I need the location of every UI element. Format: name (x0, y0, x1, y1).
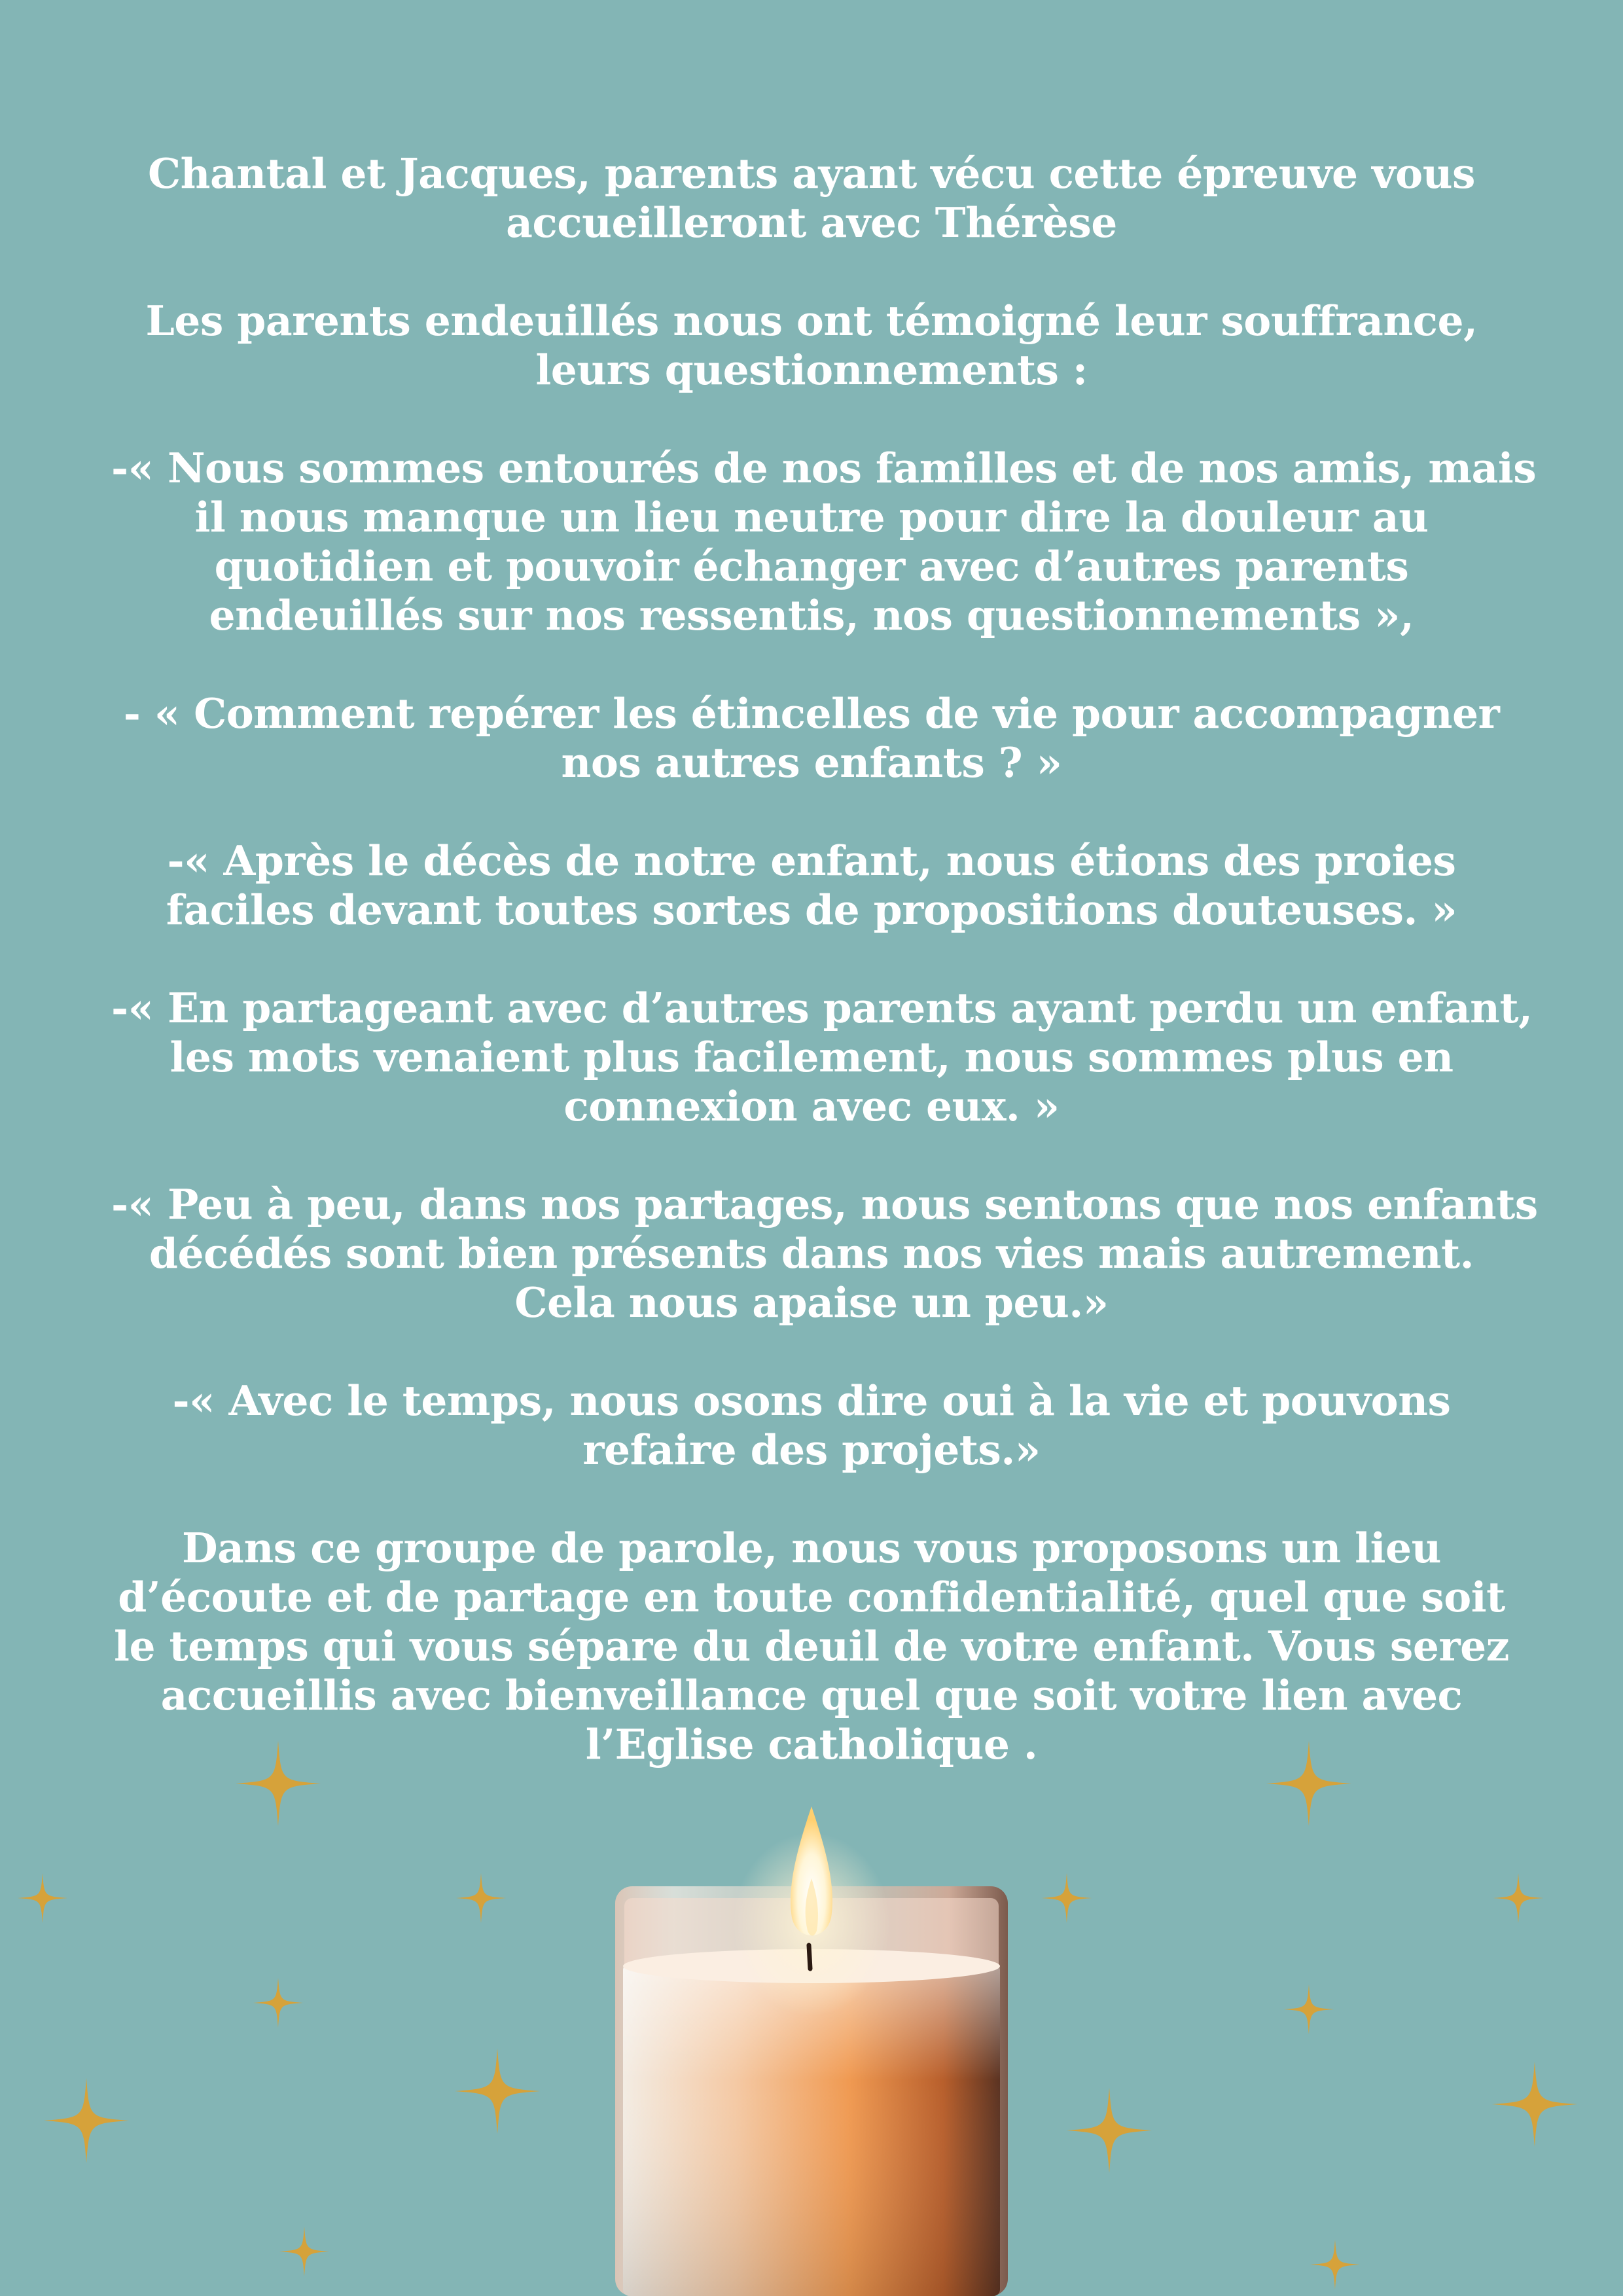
sparkle-icon (1493, 1873, 1543, 1923)
paragraph-intro-hosts (111, 149, 1512, 247)
text-line: décédés sont bien présents dans nos vies mais autrement. (149, 1229, 1474, 1278)
sparkle-icon (18, 1873, 67, 1923)
text-line: connexion avec eux. » (563, 1082, 1060, 1130)
paragraph-intro-testimony (111, 296, 1512, 395)
paragraph-quote-yes-to-life (111, 1376, 1512, 1475)
text-line: endeuillés sur nos ressentis, nos questionnements », (209, 591, 1414, 639)
sparkle-icon (1042, 1873, 1092, 1923)
text-line: Chantal et Jacques, parents ayant vécu cette épreuve vous (148, 149, 1475, 198)
text-line: accueilleront avec Thérèse (506, 198, 1117, 247)
sparkle-icon (456, 1873, 506, 1923)
text-line: -« Avec le temps, nous osons dire oui à la vie et pouvons (172, 1376, 1451, 1425)
text-line: Les parents endeuillés nous ont témoigné leur souffrance, (145, 296, 1478, 345)
paragraph-quote-sharing (111, 984, 1533, 1131)
sparkle-icon (1284, 1984, 1334, 2034)
sparkle-icon (253, 1978, 303, 2028)
text-line: -« Peu à peu, dans nos partages, nous sentons que nos enfants (111, 1180, 1538, 1229)
sparkle-icon (1067, 2088, 1152, 2173)
text-line: -« Nous sommes entourés de nos familles et de nos amis, mais (111, 444, 1537, 492)
text-line: nos autres enfants ? » (561, 738, 1062, 787)
sparkle-icon (1310, 2240, 1360, 2289)
text-line: l’Eglise catholique . (585, 1720, 1038, 1768)
text-line: les mots venaient plus facilement, nous sommes plus en (169, 1033, 1454, 1081)
sparkle-icon (279, 2227, 329, 2276)
text-line: faciles devant toutes sortes de propositions douteuses. » (166, 886, 1457, 934)
text-line: - « Comment repérer les étincelles de vie pour accompagner (123, 689, 1500, 738)
text-line: il nous manque un lieu neutre pour dire la douleur au (194, 493, 1429, 541)
testimony-text-block (111, 149, 1538, 1818)
text-line: -« Après le décès de notre enfant, nous étions des proies (167, 836, 1456, 885)
text-line: refaire des projets.» (582, 1426, 1041, 1474)
paragraph-quote-neutral-place (111, 444, 1537, 640)
text-line: Dans ce groupe de parole, nous vous proposons un lieu (182, 1524, 1441, 1572)
sparkle-icon (455, 2049, 540, 2134)
text-line: -« En partageant avec d’autres parents ayant perdu un enfant, (111, 984, 1533, 1032)
paragraph-quote-present-children (111, 1180, 1538, 1327)
text-line: le temps qui vous sépare du deuil de votre enfant. Vous serez (114, 1622, 1509, 1670)
sparkle-icon (44, 2078, 129, 2163)
text-line: leurs questionnements : (535, 346, 1088, 394)
sparkle-icon (1492, 2062, 1577, 2147)
text-line: accueillis avec bienveillance quel que soit votre lien avec (160, 1671, 1463, 1719)
text-line: d’écoute et de partage en toute confidentialité, quel que soit (118, 1573, 1505, 1621)
text-line: quotidien et pouvoir échanger avec d’autres parents (214, 542, 1409, 590)
text-line: Cela nous apaise un peu.» (514, 1278, 1109, 1327)
paragraph-quote-sparks-of-life (111, 689, 1512, 787)
paragraph-quote-easy-prey (111, 836, 1512, 935)
paragraph-closing-invitation (111, 1524, 1512, 1769)
candle-icon (609, 1806, 1014, 2296)
